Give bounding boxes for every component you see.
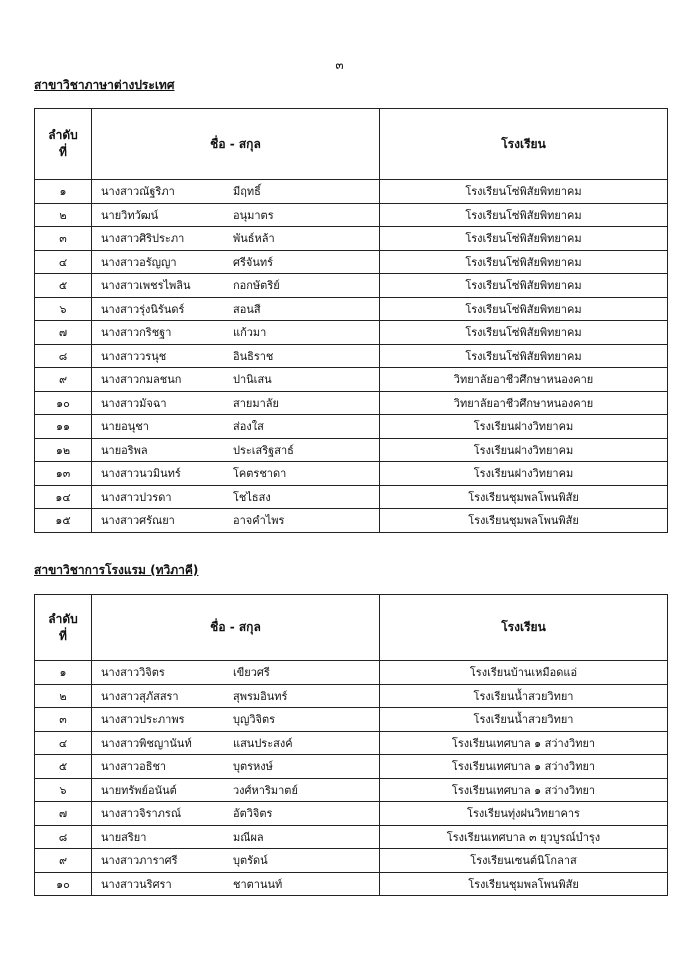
row-order-number: ๑๐ [35, 391, 92, 415]
row-order-number: ๑๔ [35, 485, 92, 509]
table-row [35, 485, 668, 509]
row-given-name: นางสาวณัฐริภา [101, 185, 175, 199]
row-given-name: นางสาวอรัญญา [101, 255, 177, 269]
row-given-name: นายสริยา [101, 830, 147, 844]
table-row [35, 368, 668, 392]
row-surname: มีฤทธิ์ [233, 185, 261, 199]
header-order [35, 595, 92, 661]
row-surname: ส่องใส [233, 420, 264, 434]
row-given-name: นางสาวอธิชา [101, 760, 167, 774]
table-row [35, 391, 668, 415]
row-order-number: ๕ [35, 274, 92, 298]
row-order-number: ๖ [35, 297, 92, 321]
table-row [35, 180, 668, 204]
roster-table-hotel [34, 594, 668, 896]
row-full-name [92, 825, 380, 849]
row-school: โรงเรียนน้ำสวยวิทยา [380, 708, 668, 732]
row-order-number: ๓ [35, 708, 92, 732]
row-school: โรงเรียนฝางวิทยาคม [380, 462, 668, 486]
row-school: โรงเรียนโซ่พิสัยพิทยาคม [380, 274, 668, 298]
row-full-name [92, 274, 380, 298]
header-name: ชื่อ - สกุล [92, 109, 380, 180]
row-full-name [92, 708, 380, 732]
row-full-name [92, 462, 380, 486]
header-order-line1: ลำดับ [48, 611, 78, 626]
row-full-name [92, 509, 380, 533]
row-surname: ชาตานนท์ [233, 877, 283, 891]
row-surname: ปานิเสน [233, 373, 272, 387]
row-school: โรงเรียนโซ่พิสัยพิทยาคม [380, 250, 668, 274]
table-row [35, 509, 668, 533]
row-full-name [92, 849, 380, 873]
table-row [35, 708, 668, 732]
table-row [35, 438, 668, 462]
row-school: โรงเรียนชุมพลโพนพิสัย [380, 485, 668, 509]
row-full-name [92, 485, 380, 509]
header-name: ชื่อ - สกุล [92, 595, 380, 661]
table-row [35, 849, 668, 873]
table-row [35, 297, 668, 321]
row-surname: สายมาลัย [233, 396, 279, 410]
header-order-line1: ลำดับ [48, 128, 78, 142]
row-given-name: นางสาวกริชฐา [101, 326, 172, 340]
row-full-name [92, 778, 380, 802]
table-row [35, 731, 668, 755]
row-given-name: นางสาวศรัณยา [101, 514, 175, 528]
table-row [35, 755, 668, 779]
row-full-name [92, 180, 380, 204]
row-surname: กอกษัตริย์ [233, 279, 280, 293]
row-surname: ศรีจันทร์ [233, 255, 274, 269]
table-row [35, 227, 668, 251]
row-school: โรงเรียนทุ่งฝนวิทยาคาร [380, 802, 668, 826]
table-row [35, 661, 668, 685]
row-order-number: ๔ [35, 250, 92, 274]
table-row [35, 684, 668, 708]
table-row [35, 250, 668, 274]
row-full-name [92, 684, 380, 708]
row-given-name: นางสาวนวมินทร์ [101, 467, 181, 481]
row-given-name: นางสาวรุ่งนิรันดร์ [101, 302, 185, 316]
row-order-number: ๕ [35, 755, 92, 779]
row-school: โรงเรียนโซ่พิสัยพิทยาคม [380, 203, 668, 227]
row-given-name: นางสาววิจิตร [101, 666, 165, 680]
row-school: โรงเรียนโซ่พิสัยพิทยาคม [380, 321, 668, 345]
row-order-number: ๙ [35, 368, 92, 392]
row-surname: เขียวศรี [233, 666, 270, 680]
roster-table-foreign-languages [34, 108, 668, 533]
table-row [35, 415, 668, 439]
row-given-name: นางสาวกมลชนก [101, 373, 182, 387]
row-school: โรงเรียนน้ำสวยวิทยา [380, 684, 668, 708]
row-given-name: นางสาวสุภัสสรา [101, 689, 179, 703]
row-school: โรงเรียนโซ่พิสัยพิทยาคม [380, 227, 668, 251]
row-given-name: นายทรัพย์อนันต์ [101, 783, 177, 797]
row-full-name [92, 755, 380, 779]
row-surname: โชไธสง [233, 490, 271, 504]
row-school: โรงเรียนชุมพลโพนพิสัย [380, 872, 668, 896]
row-school: วิทยาลัยอาชีวศึกษาหนองคาย [380, 368, 668, 392]
row-school: โรงเรียนเทศบาล ๓ ยุวบูรณ์บำรุง [380, 825, 668, 849]
row-given-name: นางสาววรนุช [101, 349, 167, 363]
row-full-name [92, 250, 380, 274]
row-school: โรงเรียนโซ่พิสัยพิทยาคม [380, 297, 668, 321]
row-school: โรงเรียนชุมพลโพนพิสัย [380, 509, 668, 533]
row-surname: พันธ์หล้า [233, 232, 275, 246]
row-school: โรงเรียนโซ่พิสัยพิทยาคม [380, 180, 668, 204]
row-order-number: ๗ [35, 802, 92, 826]
row-given-name: นางสาวมัจฉา [101, 396, 167, 410]
header-order-line2: ที่ [59, 628, 67, 643]
row-surname: อัตวิจิตร [233, 807, 273, 821]
table-row [35, 274, 668, 298]
header-school: โรงเรียน [380, 109, 668, 180]
row-order-number: ๘ [35, 825, 92, 849]
row-surname: ประเสริฐสาธ์ [233, 443, 294, 457]
row-full-name [92, 661, 380, 685]
row-order-number: ๓ [35, 227, 92, 251]
row-full-name [92, 391, 380, 415]
row-full-name [92, 227, 380, 251]
table-row [35, 872, 668, 896]
row-given-name: นายอริพล [101, 443, 148, 457]
section-title-foreign-languages: สาขาวิชาภาษาต่างประเทศ [34, 78, 175, 92]
row-given-name: นางสาวจิราภรณ์ [101, 807, 182, 821]
row-order-number: ๔ [35, 731, 92, 755]
row-given-name: นางสาวประภาพร [101, 713, 185, 727]
row-given-name: นางสาวนริศรา [101, 877, 172, 891]
row-school: โรงเรียนฝางวิทยาคม [380, 415, 668, 439]
row-school: โรงเรียนบ้านเหมือดแอ่ [380, 661, 668, 685]
row-order-number: ๘ [35, 344, 92, 368]
row-surname: สุพรมอินทร์ [233, 689, 288, 703]
table-header-row [35, 595, 668, 661]
row-school: โรงเรียนเซนต์นิโกลาส [380, 849, 668, 873]
row-full-name [92, 415, 380, 439]
row-surname: สอนสี [233, 302, 261, 316]
header-school: โรงเรียน [380, 595, 668, 661]
table-header-row [35, 109, 668, 180]
row-full-name [92, 368, 380, 392]
row-given-name: นายอนุชา [101, 420, 149, 434]
row-full-name [92, 872, 380, 896]
row-school: โรงเรียนเทศบาล ๑ สว่างวิทยา [380, 731, 668, 755]
row-order-number: ๖ [35, 778, 92, 802]
row-given-name: นางสาวปวรดา [101, 490, 172, 504]
table-row [35, 825, 668, 849]
row-school: วิทยาลัยอาชีวศึกษาหนองคาย [380, 391, 668, 415]
row-order-number: ๑๓ [35, 462, 92, 486]
row-school: โรงเรียนโซ่พิสัยพิทยาคม [380, 344, 668, 368]
table-row [35, 778, 668, 802]
row-order-number: ๒ [35, 203, 92, 227]
row-given-name: นางสาวศิริประภา [101, 232, 185, 246]
row-surname: มณีผล [233, 830, 264, 844]
row-school: โรงเรียนเทศบาล ๑ สว่างวิทยา [380, 778, 668, 802]
row-given-name: นายวิทวัฒน์ [101, 208, 159, 222]
table-row [35, 203, 668, 227]
row-surname: อินธิราช [233, 349, 274, 363]
row-full-name [92, 344, 380, 368]
row-surname: แก้วมา [233, 326, 267, 340]
row-full-name [92, 297, 380, 321]
row-surname: บุตรัดน์ [233, 854, 268, 868]
row-order-number: ๑๑ [35, 415, 92, 439]
row-order-number: ๒ [35, 684, 92, 708]
row-order-number: ๑๕ [35, 509, 92, 533]
table-row [35, 462, 668, 486]
row-order-number: ๑ [35, 180, 92, 204]
row-given-name: นางสาวภาราศรี [101, 854, 178, 868]
row-order-number: ๑๒ [35, 438, 92, 462]
row-school: โรงเรียนฝางวิทยาคม [380, 438, 668, 462]
row-full-name [92, 203, 380, 227]
row-order-number: ๙ [35, 849, 92, 873]
row-full-name [92, 731, 380, 755]
table-row [35, 344, 668, 368]
row-surname: อนุมาตร [233, 208, 274, 222]
row-full-name [92, 438, 380, 462]
row-school: โรงเรียนเทศบาล ๑ สว่างวิทยา [380, 755, 668, 779]
row-order-number: ๑๐ [35, 872, 92, 896]
row-surname: แสนประสงค์ [233, 736, 293, 750]
section-title-hotel: สาขาวิชาการโรงแรม (ทวิภาคี) [34, 563, 199, 577]
header-order-line2: ที่ [59, 145, 67, 159]
row-given-name: นางสาวเพชรไพลิน [101, 279, 191, 293]
row-full-name [92, 321, 380, 345]
page-number: ๓ [335, 58, 344, 72]
row-given-name: นางสาวพิชญานันท์ [101, 736, 192, 750]
row-surname: บุญวิจิตร [233, 713, 276, 727]
header-order [35, 109, 92, 180]
table-row [35, 802, 668, 826]
row-order-number: ๗ [35, 321, 92, 345]
row-surname: บุตรหงษ์ [233, 760, 273, 774]
row-full-name [92, 802, 380, 826]
row-surname: อาจคำไพร [233, 514, 285, 528]
table-row [35, 321, 668, 345]
row-surname: โคตรชาดา [233, 467, 287, 481]
row-surname: วงศ์หาริมาตย์ [233, 783, 298, 797]
row-order-number: ๑ [35, 661, 92, 685]
